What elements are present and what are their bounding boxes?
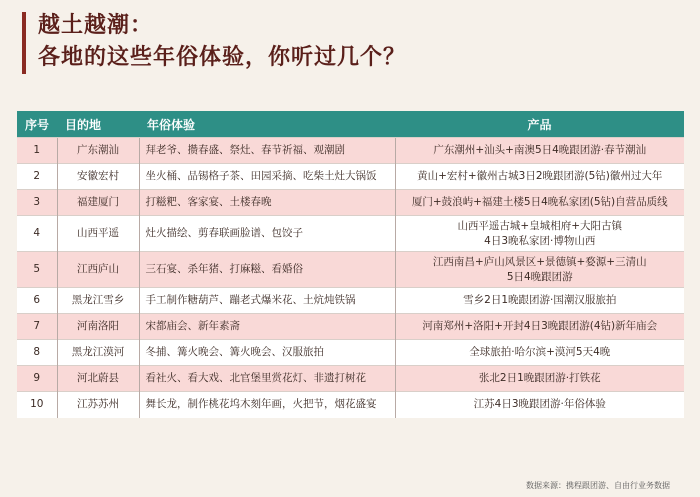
cell-no: 10 (17, 392, 57, 418)
cell-destination: 江西庐山 (57, 252, 139, 288)
cell-experience: 灶火描绘、剪春联画脸谱、包饺子 (139, 216, 395, 252)
page-title (38, 10, 406, 74)
cell-product: 江西南昌+庐山风景区+景德镇+婺源+三清山 5日4晚跟团游 (395, 252, 684, 288)
table-row (17, 340, 684, 366)
cell-experience: 舞长龙，制作桃花坞木刻年画，火把节，烟花盛宴 (139, 392, 395, 418)
cell-destination: 福建厦门 (57, 190, 139, 216)
cell-destination: 黑龙江漠河 (57, 340, 139, 366)
title-line-2: 各地的这些年俗体验，你听过几个？ (38, 45, 407, 70)
cell-no: 1 (17, 138, 57, 164)
experience-table (17, 111, 684, 418)
cell-product: 江苏4日3晚跟团游·年俗体验 (395, 392, 684, 418)
cell-product: 全球旅拍·哈尔滨+漠河5天4晚 (395, 340, 684, 366)
cell-experience: 手工制作糖葫芦、蹦老式爆米花、土炕炖铁锅 (139, 288, 395, 314)
header-destination: 目的地 (57, 111, 139, 138)
cell-product: 雪乡2日1晚跟团游·国潮汉服旅拍 (395, 288, 684, 314)
cell-product: 张北2日1晚跟团游·打铁花 (395, 366, 684, 392)
cell-no: 4 (17, 216, 57, 252)
table-row (17, 314, 684, 340)
cell-experience: 冬捕、篝火晚会、篝火晚会、汉服旅拍 (139, 340, 395, 366)
table-row (17, 164, 684, 190)
cell-experience: 坐火桶、品锡格子茶、田园采摘、吃柴土灶大锅饭 (139, 164, 395, 190)
header-no: 序号 (17, 111, 57, 138)
cell-product: 黄山+宏村+徽州古城3日2晚跟团游(5钻)徽州过大年 (395, 164, 684, 190)
cell-no: 8 (17, 340, 57, 366)
cell-experience: 打糍粑、客家宴、土楼春晚 (139, 190, 395, 216)
cell-experience: 拜老爷、攒春盛、祭灶、春节祈福、观潮剧 (139, 138, 395, 164)
cell-no: 2 (17, 164, 57, 190)
table-row (17, 392, 684, 418)
cell-no: 3 (17, 190, 57, 216)
cell-destination: 广东潮汕 (57, 138, 139, 164)
data-source-note: 数据来源：携程跟团游、自由行业务数据 (526, 481, 670, 490)
cell-product: 河南郑州+洛阳+开封4日3晚跟团游(4钻)新年庙会 (395, 314, 684, 340)
table-row (17, 252, 684, 288)
cell-destination: 河南洛阳 (57, 314, 139, 340)
table-row (17, 216, 684, 252)
cell-destination: 安徽宏村 (57, 164, 139, 190)
table-row (17, 138, 684, 164)
cell-experience: 看社火、看大戏、北官堡里赏花灯、非遗打树花 (139, 366, 395, 392)
cell-no: 9 (17, 366, 57, 392)
cell-experience: 三石宴、杀年猪、打麻糍、看婚俗 (139, 252, 395, 288)
cell-destination: 河北蔚县 (57, 366, 139, 392)
cell-no: 5 (17, 252, 57, 288)
table-row (17, 190, 684, 216)
header-product: 产品 (395, 111, 684, 138)
cell-experience: 宋都庙会、新年素斋 (139, 314, 395, 340)
header-experience: 年俗体验 (139, 111, 395, 138)
cell-destination: 山西平遥 (57, 216, 139, 252)
cell-product: 厦门+鼓浪屿+福建土楼5日4晚私家团(5钻)自营品质线 (395, 190, 684, 216)
title-accent-bar (22, 12, 26, 74)
cell-destination: 黑龙江雪乡 (57, 288, 139, 314)
table-header-row (17, 111, 684, 138)
table-row (17, 288, 684, 314)
cell-no: 7 (17, 314, 57, 340)
cell-no: 6 (17, 288, 57, 314)
cell-destination: 江苏苏州 (57, 392, 139, 418)
title-line-1: 越土越潮： (38, 13, 154, 38)
table-row (17, 366, 684, 392)
cell-product: 广东潮州+汕头+南澳5日4晚跟团游·春节潮汕 (395, 138, 684, 164)
cell-product: 山西平遥古城+皇城相府+大阳古镇 4日3晚私家团·博物山西 (395, 216, 684, 252)
